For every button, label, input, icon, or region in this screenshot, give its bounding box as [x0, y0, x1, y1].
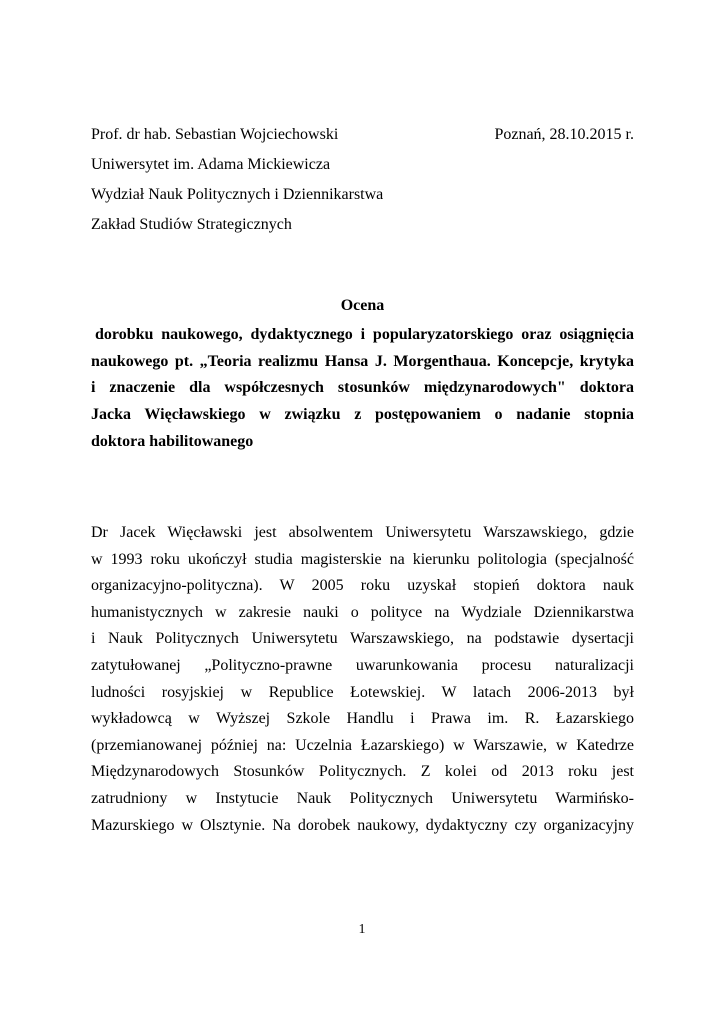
body-line: wykładowcą w Wyższej Szkole Handlu i Prawa im. R. Łazarskiego: [91, 710, 634, 728]
body-line: i Nauk Politycznych Uniwersytetu Warszawskiego, na podstawie dysertacji: [91, 630, 634, 648]
place-date: Poznań, 28.10.2015 r.: [494, 126, 634, 143]
body-line: Dr Jacek Więcławski jest absolwentem Uniwersytetu Warszawskiego, gdzie: [91, 524, 634, 541]
body-line: Międzynarodowych Stosunków Politycznych. Z kolei od 2013 roku jest: [91, 763, 634, 781]
subtitle-line: Jacka Więcławskiego w związku z postępowaniem o nadanie stopnia: [91, 406, 634, 424]
body-paragraph: [91, 520, 634, 839]
faculty-name: Wydział Nauk Politycznych i Dziennikarstwa: [91, 186, 384, 203]
page-number: 1: [358, 922, 366, 937]
department-name: Zakład Studiów Strategicznych: [91, 216, 292, 233]
body-line: w 1993 roku ukończył studia magisterskie na kierunku politologia (specjalność: [91, 550, 634, 568]
body-line: zatytułowanej „Polityczno-prawne uwarunkowania procesu naturalizacji: [91, 656, 634, 674]
body-line: (przemianowanej później na: Uczelnia Łazarskiego) w Warszawie, w Katedrze: [91, 736, 634, 754]
university-name: Uniwersytet im. Adama Mickiewicza: [91, 156, 331, 173]
body-line: zatrudniony w Instytucie Nauk Politycznych Uniwersytetu Warmińsko-: [91, 789, 634, 807]
body-line: organizacyjno-polityczna). W 2005 roku uzyskał stopień doktora nauk: [91, 577, 634, 595]
document-subtitle: [91, 322, 634, 456]
author-name: Prof. dr hab. Sebastian Wojciechowski: [91, 126, 339, 143]
subtitle-line: dorobku naukowego, dydaktycznego i popularyzatorskiego oraz osiągnięcia: [95, 326, 634, 343]
subtitle-line: doktora habilitowanego: [91, 432, 254, 450]
document-title: Ocena: [340, 297, 385, 314]
body-line: Mazurskiego w Olsztynie. Na dorobek naukowy, dydaktyczny czy organizacyjny: [91, 816, 634, 834]
body-line: ludności rosyjskiej w Republice Łotewskiej. W latach 2006-2013 był: [91, 683, 634, 701]
subtitle-line: naukowego pt. „Teoria realizmu Hansa J. Morgenthaua. Koncepcje, krytyka: [91, 352, 634, 370]
body-line: humanistycznych w zakresie nauki o polityce na Wydziale Dziennikarstwa: [91, 603, 634, 621]
subtitle-line: i znaczenie dla współczesnych stosunków międzynarodowych" doktora: [91, 379, 634, 397]
